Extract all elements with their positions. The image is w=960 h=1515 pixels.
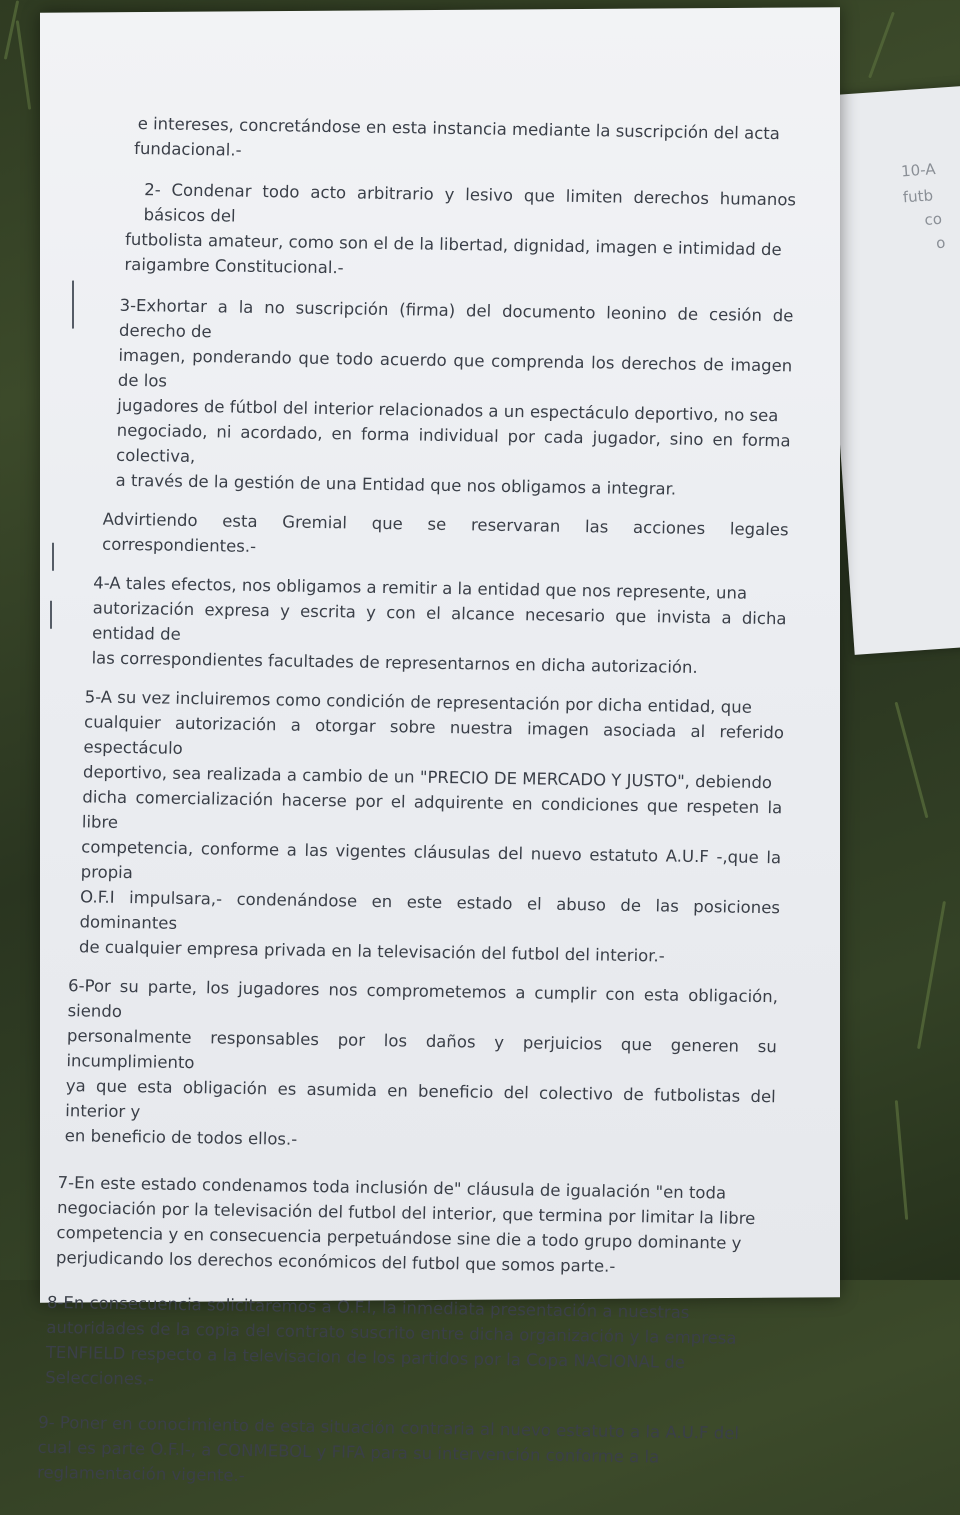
paragraph-3	[89, 292, 793, 503]
side-page-fragment: futb	[902, 186, 934, 207]
text-line: Advirtiendo esta Gremial que se reservaran las acciones legales correspondientes.-	[101, 509, 789, 556]
text-line: 3-Exhortar a la no suscripción (firma) del documento leonino de cesión de derecho de	[118, 295, 794, 342]
paragraph-2	[94, 176, 796, 287]
text-line: futbolista amateur, como son el de la libertad, dignidad, imagen e intimidad de	[124, 229, 782, 260]
text-line: fundacional.-	[133, 138, 242, 160]
text-line: Selecciones.-	[45, 1367, 155, 1389]
paragraph-9	[37, 1410, 769, 1496]
grass-blade	[16, 20, 31, 110]
grass-blade	[895, 1100, 908, 1220]
text-line: 2- Condenar todo acto arbitrario y lesivo que limiten derechos humanos básicos del	[143, 180, 797, 226]
margin-mark	[72, 281, 74, 329]
side-page-fragment: o	[935, 233, 947, 253]
document-page	[36, 7, 840, 1486]
text-line: negociado, ni acordado, en forma individual por cada jugador, sino en forma colectiva,	[115, 420, 791, 467]
text-line: autoridades de la copia del contrato suscrito entre dicha organización y la empresa	[46, 1317, 737, 1348]
text-line: 7-En este estado condenamos toda inclusión de" cláusula de igualación "en toda	[57, 1173, 727, 1203]
text-line: a través de la gestión de una Entidad que nos obligamos a integrar.	[115, 470, 677, 499]
text-line: e intereses, concretándose en esta instancia mediante la suscripción del acta	[137, 114, 781, 144]
text-line: 9- Poner en conocimiento de esta situación contraria al nuevo estatuto a la A.U.F del	[38, 1412, 740, 1443]
text-line: autorización expresa y escrita y con el alcance necesario que invista a dicha entidad de	[91, 598, 787, 644]
side-page-fragment: co	[923, 209, 943, 229]
text-line: deportivo, sea realizada a cambio de un "PRECIO DE MERCADO Y JUSTO", debiendo	[82, 762, 773, 793]
grass-blade	[895, 702, 929, 819]
text-line: imagen, ponderando que todo acuerdo que comprenda los derechos de imagen de los	[117, 345, 793, 391]
paragraph-5	[79, 684, 785, 970]
text-line: ya que esta obligación es asumida en beneficio del colectivo de futbolistas del interior y	[65, 1076, 776, 1122]
text-line: cualquier autorización a otorgar sobre nuestra imagen asociada al referido espectáculo	[83, 712, 785, 758]
text-line: reglamentación vigente.-	[36, 1462, 245, 1486]
text-line: negociación por la televisación del futbol del interior, que termina por limitar la libre	[56, 1198, 756, 1228]
margin-mark	[52, 543, 54, 571]
paragraph-intro	[97, 110, 798, 171]
paragraph-7	[56, 1170, 774, 1281]
paragraph-3-note	[88, 506, 789, 567]
text-line: dicha comercialización hacerse por el adquirente en condiciones que respeten la libre	[81, 787, 783, 832]
document-text	[36, 110, 797, 1510]
paragraph-4	[85, 570, 787, 681]
text-line: 4-A tales efectos, nos obligamos a remitir a la entidad que nos represente, una	[93, 573, 748, 603]
text-line: competencia, conforme a las vigentes cláusulas del nuevo estatuto A.U.F -,que la propia	[80, 837, 782, 883]
text-line: jugadores de fútbol del interior relacionados a un espectáculo deportivo, no sea	[117, 395, 779, 426]
text-line: personalmente responsables por los daños y perjuicios que generen su incumplimiento	[66, 1026, 778, 1073]
grass-blade	[917, 901, 946, 1049]
paragraph-6	[64, 973, 778, 1159]
text-line: cual es parte O.F.I-, a CONMEBOL y FIFA para su intervención conforme a la	[37, 1437, 660, 1467]
text-line: competencia y en consecuencia perpetuándose sine die a todo grupo dominante y	[56, 1223, 742, 1253]
text-line: de cualquier empresa privada en la televisación del futbol del interior.-	[78, 937, 665, 966]
text-line: 6-Por su parte, los jugadores nos comprometemos a cumplir con esta obligación, siendo	[67, 976, 779, 1021]
text-line: O.F.I impulsara,- condenándose en este estado el abuso de las posiciones dominantes	[79, 887, 781, 933]
text-line: 5-A su vez incluiremos como condición de representación por dicha entidad, que	[84, 687, 753, 717]
grass-blade	[868, 12, 895, 79]
text-line: perjudicando los derechos económicos del futbol que somos parte.-	[55, 1248, 616, 1276]
text-line: 8-En consecuencia solicitaremos a O.F.I, la inmediata presentación a nuestras	[46, 1292, 690, 1322]
text-line: TENFIELD respecto a la televisacion de los partidos por la Copa NACIONAL de	[45, 1342, 686, 1372]
side-page-fragment: 10-A	[900, 160, 937, 181]
margin-mark	[50, 601, 52, 629]
text-line: las correspondientes facultades de representarnos en dicha autorización.	[91, 648, 698, 677]
text-line: raigambre Constitucional.-	[124, 254, 344, 278]
paragraph-8	[45, 1290, 771, 1401]
text-line: en beneficio de todos ellos.-	[64, 1126, 298, 1149]
